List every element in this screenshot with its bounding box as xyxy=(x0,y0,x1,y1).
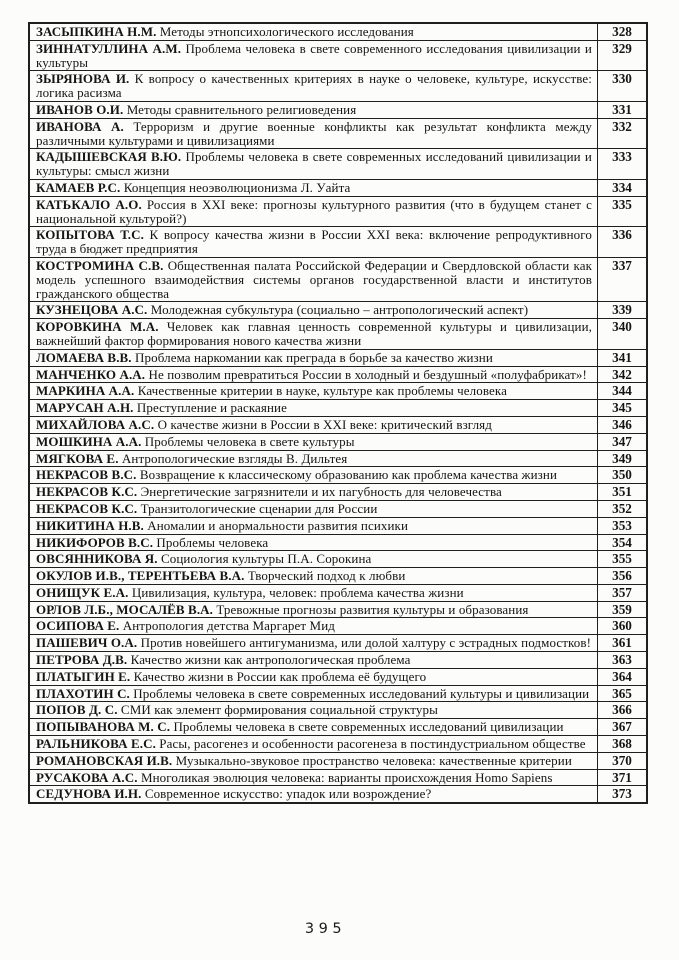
entry-page: 337 xyxy=(598,257,648,301)
entry-title: Музыкально-звуковое пространство человека: качественные критерии xyxy=(175,752,572,768)
entry-author: ПОПЫВАНОВА М. С. xyxy=(36,719,171,735)
entry-cell xyxy=(29,467,598,484)
entry-cell xyxy=(29,601,598,618)
table-row xyxy=(29,40,647,71)
entry-page: 331 xyxy=(598,101,648,118)
entry-cell xyxy=(29,736,598,753)
entry-page: 367 xyxy=(598,719,648,736)
entry-author: РУСАКОВА А.С. xyxy=(36,769,138,785)
entry-title: Транзитологические сценарии для России xyxy=(140,500,378,516)
entry-title: Проблемы человека в свете современных исследований цивилизации и культуры: смысл жизни xyxy=(36,149,592,179)
entry-page: 349 xyxy=(598,450,648,467)
table-row xyxy=(29,618,647,635)
entry-cell xyxy=(29,400,598,417)
table-row xyxy=(29,652,647,669)
entry-author: КАМАЕВ Р.С. xyxy=(36,179,121,195)
entry-title: Проблемы человека в свете современных исследований цивилизации xyxy=(173,719,564,735)
entry-cell xyxy=(29,179,598,196)
entry-author: ЛОМАЕВА В.В. xyxy=(36,349,132,365)
table-row xyxy=(29,668,647,685)
entry-cell xyxy=(29,618,598,635)
entry-page: 340 xyxy=(598,319,648,350)
entry-cell xyxy=(29,769,598,786)
table-row xyxy=(29,400,647,417)
table-row xyxy=(29,568,647,585)
table-row xyxy=(29,227,647,258)
entry-page: 347 xyxy=(598,433,648,450)
entry-author: ПОПОВ Д. С. xyxy=(36,702,118,718)
entry-cell xyxy=(29,635,598,652)
table-row xyxy=(29,319,647,350)
entry-author: РОМАНОВСКАЯ И.В. xyxy=(36,752,173,768)
entry-title: Молодежная субкультура (социально – антропологический аспект) xyxy=(150,302,529,318)
entry-page: 335 xyxy=(598,196,648,227)
entry-author: МОШКИНА А.А. xyxy=(36,433,142,449)
entry-author: КАТЬКАЛО А.О. xyxy=(36,196,142,212)
entry-cell xyxy=(29,500,598,517)
entry-page: 356 xyxy=(598,568,648,585)
entry-page: 355 xyxy=(598,551,648,568)
entry-cell xyxy=(29,668,598,685)
entry-author: МЯГКОВА Е. xyxy=(36,450,119,466)
table-row xyxy=(29,786,647,803)
entry-title: Социология культуры П.А. Сорокина xyxy=(161,551,372,567)
table-row xyxy=(29,601,647,618)
entry-cell xyxy=(29,118,598,149)
entry-cell xyxy=(29,416,598,433)
entry-cell xyxy=(29,40,598,71)
entry-cell xyxy=(29,786,598,803)
entry-page: 350 xyxy=(598,467,648,484)
entry-title: Антропологические взгляды В. Дильтея xyxy=(121,450,348,466)
entry-page: 342 xyxy=(598,366,648,383)
table-row xyxy=(29,433,647,450)
entry-cell xyxy=(29,584,598,601)
entry-title: Человек как главная ценность современной культуры и цивилизации, важнейший фактор формирования нового качества жизни xyxy=(36,319,592,348)
entry-author: КУЗНЕЦОВА А.С. xyxy=(36,302,148,318)
entry-author: НИКИФОРОВ В.С. xyxy=(36,534,154,550)
entry-author: КАДЫШЕВСКАЯ В.Ю. xyxy=(36,149,182,165)
entry-title: Концепция неоэволюционизма Л. Уайта xyxy=(123,179,351,195)
entry-page: 332 xyxy=(598,118,648,149)
table-row xyxy=(29,349,647,366)
table-row xyxy=(29,551,647,568)
table-row xyxy=(29,257,647,301)
entry-title: Проблемы человека в свете современных исследований культуры и цивилизации xyxy=(133,685,590,701)
entry-page: 336 xyxy=(598,227,648,258)
table-row xyxy=(29,517,647,534)
entry-title: Проблема человека в свете современного исследования цивилизации и культуры xyxy=(36,40,592,70)
entry-title: Преступление и раскаяние xyxy=(136,400,287,416)
entry-cell xyxy=(29,685,598,702)
table-row xyxy=(29,71,647,102)
table-row xyxy=(29,302,647,319)
entry-page: 361 xyxy=(598,635,648,652)
entry-author: МИХАЙЛОВА А.С. xyxy=(36,416,155,432)
entry-title: Аномалии и анормальности развития психики xyxy=(147,517,409,533)
entry-cell xyxy=(29,257,598,301)
entry-title: Качество жизни как антропологическая проблема xyxy=(130,652,411,668)
entry-title: Антропология детства Маргарет Мид xyxy=(122,618,335,634)
entry-page: 365 xyxy=(598,685,648,702)
entry-title: Общественная палата Российской Федерации и Свердловской области как модель успешного взаимодействия системы органов государственной власти и институтов гражданского общества xyxy=(36,257,592,301)
entry-author: СЕДУНОВА И.Н. xyxy=(36,786,142,802)
entry-title: Качественные критерии в науке, культуре как проблемы человека xyxy=(137,383,507,399)
entry-title: Проблемы человека xyxy=(156,534,269,550)
table-row xyxy=(29,635,647,652)
entry-cell xyxy=(29,568,598,585)
entry-cell xyxy=(29,302,598,319)
entry-cell xyxy=(29,383,598,400)
entry-author: МАНЧЕНКО А.А. xyxy=(36,366,146,382)
entry-cell xyxy=(29,433,598,450)
table-row xyxy=(29,149,647,180)
entry-cell xyxy=(29,227,598,258)
index-table xyxy=(28,22,648,804)
entry-title: Возвращение к классическому образованию как проблема качества жизни xyxy=(139,467,558,483)
entry-title: Методы сравнительного религиоведения xyxy=(126,101,357,117)
entry-author: КОРОВКИНА М.А. xyxy=(36,319,159,335)
entry-author: ЗЫРЯНОВА И. xyxy=(36,71,130,87)
entry-page: 368 xyxy=(598,736,648,753)
entry-author: ИВАНОВА А. xyxy=(36,118,124,134)
table-row xyxy=(29,736,647,753)
table-row xyxy=(29,484,647,501)
entry-cell xyxy=(29,484,598,501)
entry-page: 366 xyxy=(598,702,648,719)
entry-title: Тревожные прогнозы развития культуры и образования xyxy=(216,601,529,617)
entry-page: 363 xyxy=(598,652,648,669)
entry-title: Творческий подход к любви xyxy=(247,568,406,584)
entry-title: Проблемы человека в свете культуры xyxy=(144,433,355,449)
entry-author: ПАШЕВИЧ О.А. xyxy=(36,635,138,651)
entry-page: 371 xyxy=(598,769,648,786)
entry-cell xyxy=(29,366,598,383)
entry-title: Многоликая эволюция человека: варианты происхождения Homo Sapiens xyxy=(140,769,553,785)
entry-author: КОПЫТОВА Т.С. xyxy=(36,227,144,243)
entry-cell xyxy=(29,349,598,366)
entry-cell xyxy=(29,517,598,534)
entry-author: НЕКРАСОВ В.С. xyxy=(36,467,137,483)
table-row xyxy=(29,467,647,484)
table-row xyxy=(29,769,647,786)
entry-page: 330 xyxy=(598,71,648,102)
entry-title: Против новейшего антигуманизма, или долой халтуру с эстрадных подмостков! xyxy=(140,635,592,651)
entry-title: СМИ как элемент формирования социальной структуры xyxy=(120,702,438,718)
entry-page: 334 xyxy=(598,179,648,196)
table-row xyxy=(29,383,647,400)
entry-title: Не позволим превратиться России в холодный и бездушный «полуфабрикат»! xyxy=(148,366,587,382)
table-row xyxy=(29,196,647,227)
entry-page: 373 xyxy=(598,786,648,803)
entry-author: ПЛАТЫГИН Е. xyxy=(36,668,131,684)
entry-author: ЗАСЫПКИНА Н.М. xyxy=(36,24,157,39)
entry-cell xyxy=(29,752,598,769)
entry-title: Современное искусство: упадок или возрождение? xyxy=(144,786,432,802)
entry-page: 357 xyxy=(598,584,648,601)
entry-title: Энергетические загрязнители и их пагубность для человечества xyxy=(140,484,502,500)
entry-author: МАРУСАН А.Н. xyxy=(36,400,134,416)
entry-page: 344 xyxy=(598,383,648,400)
entry-author: ОРЛОВ Л.Б., МОСАЛЁВ В.А. xyxy=(36,601,214,617)
entry-cell xyxy=(29,551,598,568)
table-row xyxy=(29,118,647,149)
entry-title: Россия в XXI веке: прогнозы культурного развития (что в будущем станет с национальной культурой?) xyxy=(36,196,592,226)
table-row xyxy=(29,23,647,40)
entry-cell xyxy=(29,23,598,40)
entry-page: 341 xyxy=(598,349,648,366)
entry-title: Расы, расогенез и особенности расогенеза в постиндустриальном обществе xyxy=(159,736,586,752)
table-row xyxy=(29,450,647,467)
table-row xyxy=(29,702,647,719)
entry-author: ОВСЯННИКОВА Я. xyxy=(36,551,158,567)
index-table-body xyxy=(29,23,647,803)
entry-cell xyxy=(29,101,598,118)
entry-author: ЗИННАТУЛЛИНА А.М. xyxy=(36,40,182,56)
entry-page: 346 xyxy=(598,416,648,433)
entry-title: Терроризм и другие военные конфликты как результат конфликта между различными культурами и цивилизациями xyxy=(36,118,592,148)
entry-page: 351 xyxy=(598,484,648,501)
entry-title: К вопросу качества жизни в России XXI века: включение репродуктивного труда в бюджет предприятия xyxy=(36,227,592,257)
table-row xyxy=(29,534,647,551)
entry-page: 339 xyxy=(598,302,648,319)
table-row xyxy=(29,752,647,769)
entry-author: НЕКРАСОВ К.С. xyxy=(36,484,138,500)
entry-page: 329 xyxy=(598,40,648,71)
entry-page: 360 xyxy=(598,618,648,635)
entry-page: 345 xyxy=(598,400,648,417)
entry-page: 359 xyxy=(598,601,648,618)
table-row xyxy=(29,366,647,383)
table-row xyxy=(29,685,647,702)
entry-cell xyxy=(29,450,598,467)
entry-cell xyxy=(29,196,598,227)
table-row xyxy=(29,179,647,196)
entry-author: КОСТРОМИНА С.В. xyxy=(36,257,164,273)
entry-author: ОКУЛОВ И.В., ТЕРЕНТЬЕВА В.А. xyxy=(36,568,245,584)
entry-page: 352 xyxy=(598,500,648,517)
entry-author: ОНИЩУК Е.А. xyxy=(36,584,129,600)
entry-title: Цивилизация, культура, человек: проблема качества жизни xyxy=(131,584,464,600)
table-row xyxy=(29,719,647,736)
entry-page: 328 xyxy=(598,23,648,40)
entry-page: 354 xyxy=(598,534,648,551)
entry-title: К вопросу о качественных критериях в науке о человеке, культуре, искусстве: логика расизма xyxy=(36,71,593,101)
entry-author: МАРКИНА А.А. xyxy=(36,383,135,399)
entry-title: Проблема наркомании как преграда в борьбе за качество жизни xyxy=(135,349,493,365)
table-row xyxy=(29,101,647,118)
entry-cell xyxy=(29,149,598,180)
entry-page: 333 xyxy=(598,149,648,180)
entry-page: 353 xyxy=(598,517,648,534)
entry-cell xyxy=(29,652,598,669)
entry-cell xyxy=(29,702,598,719)
entry-title: Качество жизни в России как проблема её будущего xyxy=(133,668,427,684)
table-row xyxy=(29,416,647,433)
entry-title: Методы этнопсихологического исследования xyxy=(159,24,414,39)
table-row xyxy=(29,500,647,517)
table-row xyxy=(29,584,647,601)
entry-cell xyxy=(29,719,598,736)
entry-author: ПЛАХОТИН С. xyxy=(36,685,130,701)
entry-page: 364 xyxy=(598,668,648,685)
entry-author: НИКИТИНА Н.В. xyxy=(36,517,144,533)
entry-cell xyxy=(29,319,598,350)
entry-cell xyxy=(29,71,598,102)
entry-title: О качестве жизни в России в XXI веке: критический взгляд xyxy=(157,416,492,432)
entry-page: 370 xyxy=(598,752,648,769)
page-number: 395 xyxy=(304,921,347,937)
entry-author: ОСИПОВА Е. xyxy=(36,618,120,634)
entry-author: ПЕТРОВА Д.В. xyxy=(36,652,128,668)
entry-cell xyxy=(29,534,598,551)
entry-author: НЕКРАСОВ К.С. xyxy=(36,500,138,516)
entry-author: РАЛЬНИКОВА Е.С. xyxy=(36,736,156,752)
entry-author: ИВАНОВ О.И. xyxy=(36,101,124,117)
